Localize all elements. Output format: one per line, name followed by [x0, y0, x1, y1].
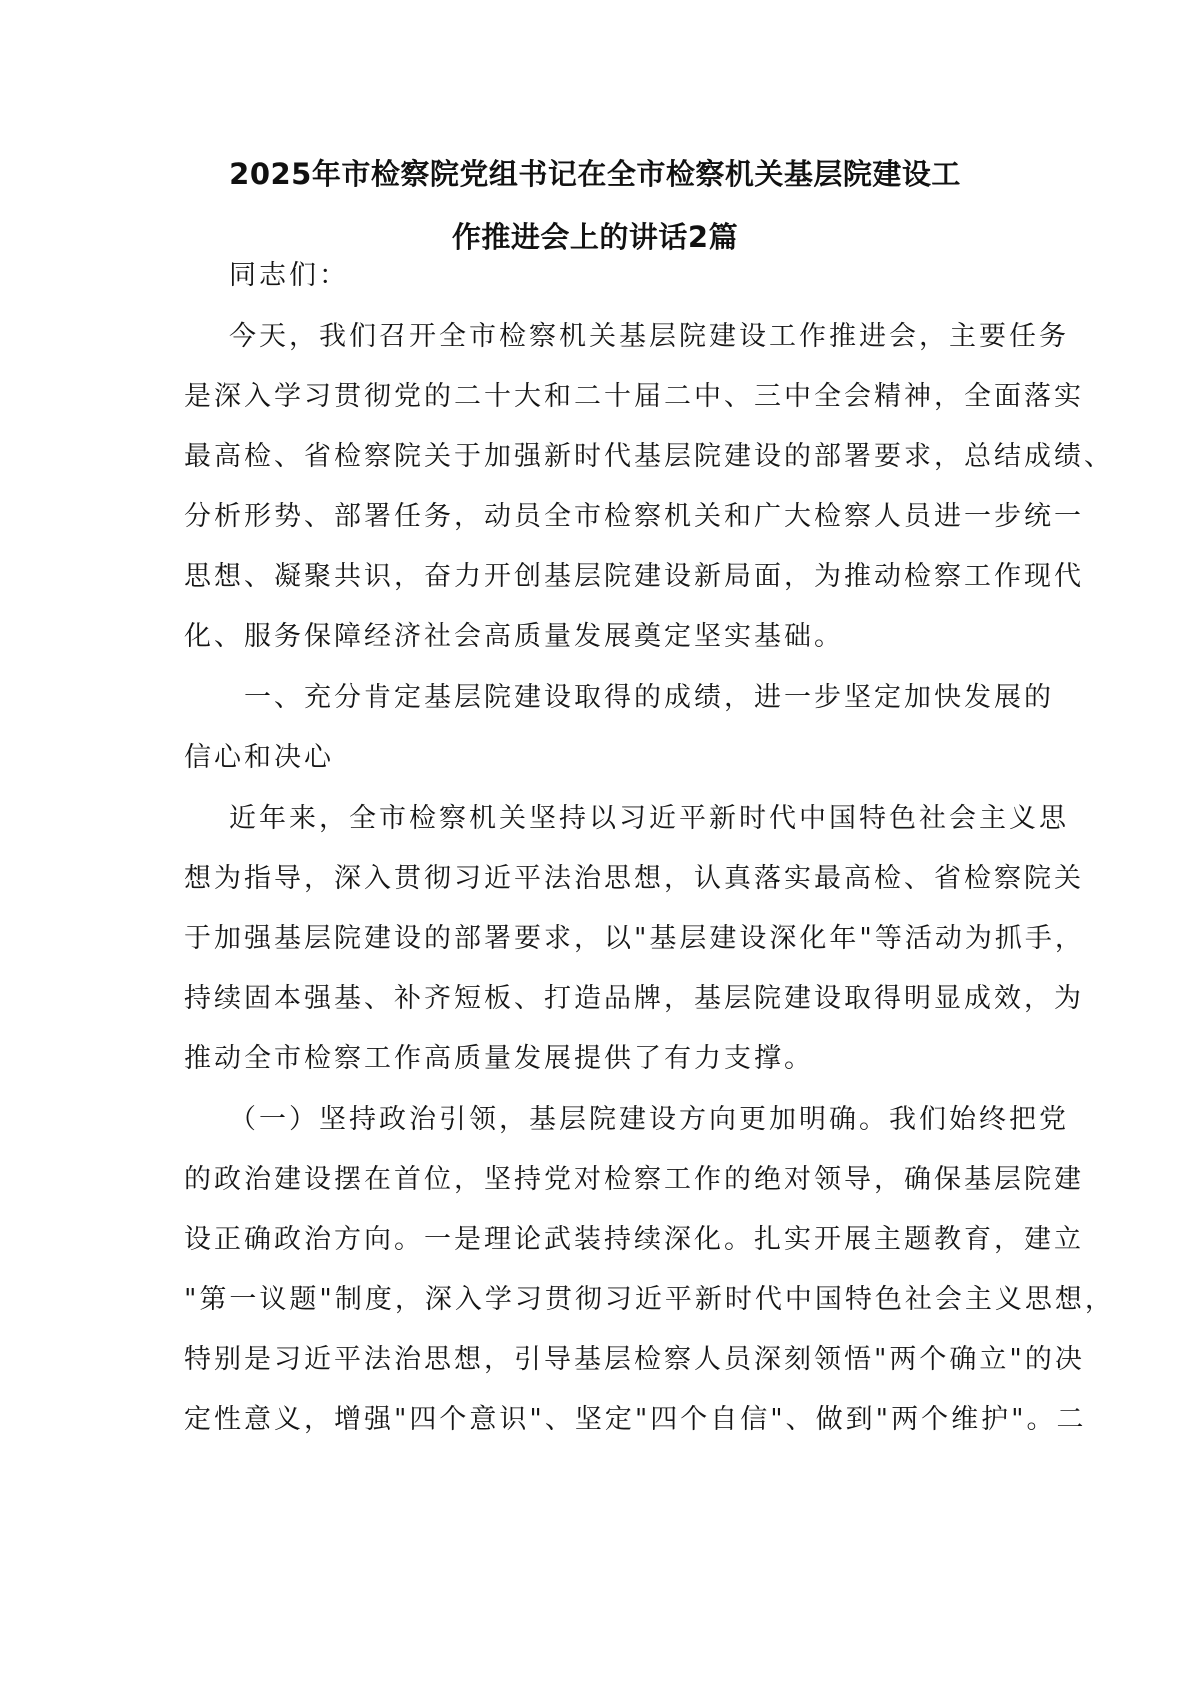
section1-intro-line-1: 近年来，全市检察机关坚持以习近平新时代中国特色社会主义思: [229, 803, 1069, 834]
section1-heading-line-1: 一、充分肯定基层院建设取得的成绩，进一步坚定加快发展的: [244, 682, 1054, 713]
section1-intro-line-4: 持续固本强基、补齐短板、打造品牌，基层院建设取得明显成效，为: [184, 983, 1084, 1014]
intro-line-2: 是深入学习贯彻党的二十大和二十届二中、三中全会精神，全面落实: [184, 381, 1084, 412]
salutation: 同志们：: [229, 260, 349, 291]
section1-intro-line-5: 推动全市检察工作高质量发展提供了有力支撑。: [184, 1043, 814, 1074]
document-title-line-2: 作推进会上的讲话2篇: [451, 220, 739, 254]
section1-intro-line-3: 于加强基层院建设的部署要求，以"基层建设深化年"等活动为抓手，: [184, 923, 1085, 954]
intro-line-1: 今天，我们召开全市检察机关基层院建设工作推进会，主要任务: [229, 321, 1069, 352]
subsection1-line-4: "第一议题"制度，深入学习贯彻习近平新时代中国特色社会主义思想，: [184, 1284, 1115, 1315]
subsection1-line-2: 的政治建设摆在首位，坚持党对检察工作的绝对领导，确保基层院建: [184, 1164, 1084, 1195]
subsection1-line-6: 定性意义，增强"四个意识"、坚定"四个自信"、做到"两个维护"。二: [184, 1404, 1087, 1435]
document-title-line-1: 2025年市检察院党组书记在全市检察机关基层院建设工: [229, 157, 961, 191]
section1-heading-line-2: 信心和决心: [184, 742, 334, 773]
intro-line-5: 思想、凝聚共识，奋力开创基层院建设新局面，为推动检察工作现代: [184, 561, 1084, 592]
subsection1-line-1: （一）坚持政治引领，基层院建设方向更加明确。我们始终把党: [229, 1104, 1069, 1135]
intro-line-4: 分析形势、部署任务，动员全市检察机关和广大检察人员进一步统一: [184, 501, 1084, 532]
subsection1-line-3: 设正确政治方向。一是理论武装持续深化。扎实开展主题教育，建立: [184, 1224, 1084, 1255]
intro-line-3: 最高检、省检察院关于加强新时代基层院建设的部署要求，总结成绩、: [184, 441, 1114, 472]
section1-intro-line-2: 想为指导，深入贯彻习近平法治思想，认真落实最高检、省检察院关: [184, 863, 1084, 894]
subsection1-line-5: 特别是习近平法治思想，引导基层检察人员深刻领悟"两个确立"的决: [184, 1344, 1085, 1375]
intro-line-6: 化、服务保障经济社会高质量发展奠定坚实基础。: [184, 621, 844, 652]
